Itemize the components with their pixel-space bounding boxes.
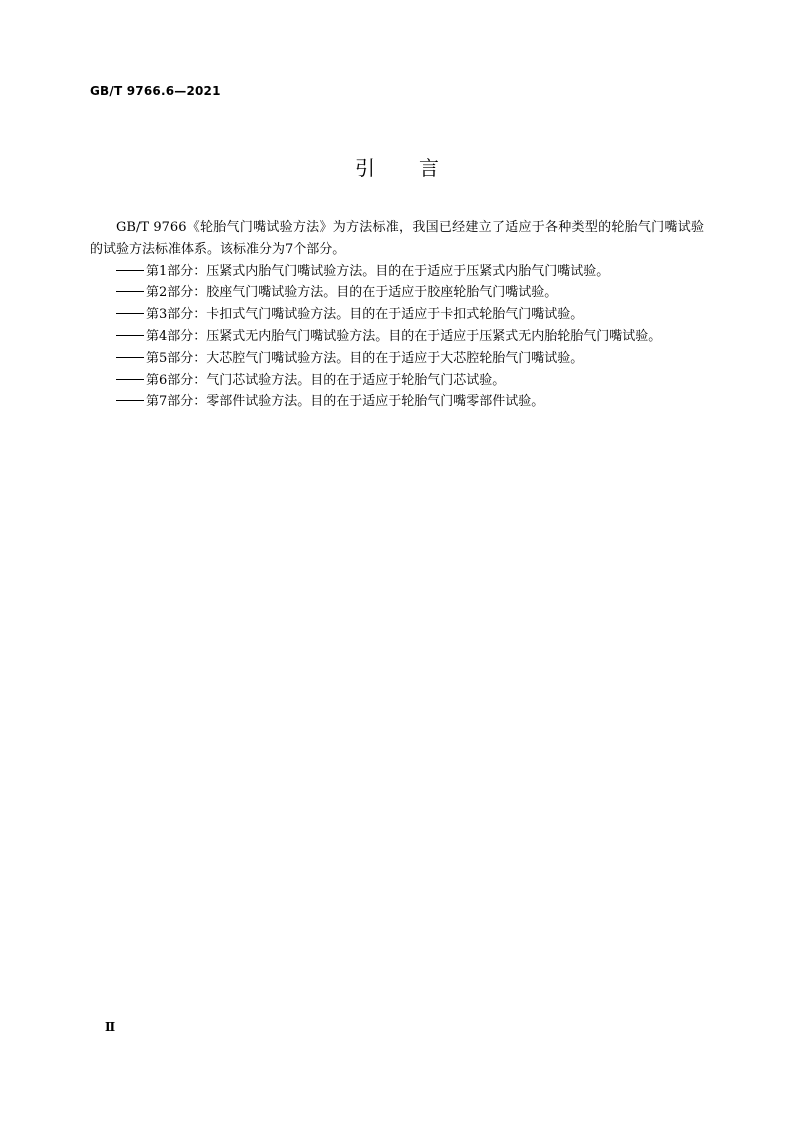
- list-item-text: 第6部分：气门芯试验方法。目的在于适应于轮胎气门芯试验。: [146, 372, 506, 388]
- list-item-part-1: [90, 261, 704, 283]
- list-item-part-4: [90, 326, 704, 348]
- list-item-part-3: [90, 304, 704, 326]
- page-title: 引言: [355, 156, 483, 180]
- em-dash: [116, 270, 144, 271]
- document-body: [90, 217, 704, 413]
- list-item-text: 第5部分：大芯腔气门嘴试验方法。目的在于适应于大芯腔轮胎气门嘴试验。: [146, 350, 584, 366]
- list-item-part-6: [90, 370, 704, 392]
- standard-number: GB/T 9766.6—2021: [90, 84, 221, 98]
- list-item-text: 第7部分：零部件试验方法。目的在于适应于轮胎气门嘴零部件试验。: [146, 394, 545, 410]
- list-item-part-7: [90, 391, 704, 413]
- list-item-text: 第3部分：卡扣式气门嘴试验方法。目的在于适应于卡扣式轮胎气门嘴试验。: [146, 307, 584, 323]
- em-dash: [116, 313, 144, 314]
- list-item-part-2: [90, 282, 704, 304]
- page-number: Ⅱ: [105, 1020, 116, 1034]
- list-item-text: 第2部分：胶座气门嘴试验方法。目的在于适应于胶座轮胎气门嘴试验。: [146, 285, 558, 301]
- list-item-part-5: [90, 348, 704, 370]
- em-dash: [116, 379, 144, 380]
- list-item-text: 第4部分：压紧式无内胎气门嘴试验方法。目的在于适应于压紧式无内胎轮胎气门嘴试验。: [146, 328, 662, 344]
- em-dash: [116, 357, 144, 358]
- em-dash: [116, 400, 144, 401]
- em-dash: [116, 291, 144, 292]
- list-item-text: 第1部分：压紧式内胎气门嘴试验方法。目的在于适应于压紧式内胎气门嘴试验。: [146, 263, 610, 279]
- em-dash: [116, 335, 144, 336]
- intro-paragraph: GB/T 9766《轮胎气门嘴试验方法》为方法标准，我国已经建立了适应于各种类型的轮胎气门嘴试验的试验方法标准体系。该标准分为7个部分。: [90, 220, 704, 257]
